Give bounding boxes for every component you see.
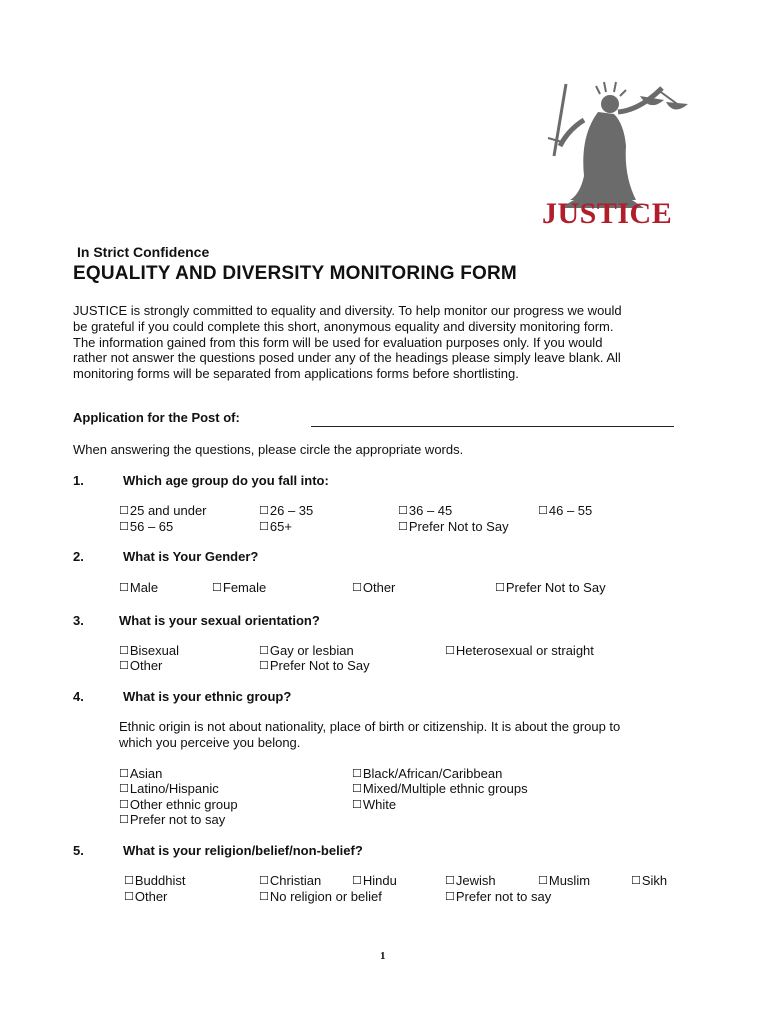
option-checkbox[interactable] [631,873,667,888]
question-text: Which age group do you fall into: [123,473,329,488]
checkbox-icon[interactable]: ☐ [445,644,455,657]
checkbox-icon[interactable]: ☐ [259,520,269,533]
option-label: Black/African/Caribbean [362,766,503,781]
question-number: 5. [73,843,84,858]
intro-paragraph [73,303,713,382]
note-line: Ethnic origin is not about nationality, place of birth or citizenship. It is about the group to [119,719,621,734]
checkbox-icon[interactable]: ☐ [119,644,129,657]
checkbox-icon[interactable]: ☐ [352,782,362,795]
option-checkbox[interactable] [119,797,238,812]
option-checkbox[interactable] [119,503,207,518]
logo-wordmark: JUSTICE [542,197,673,230]
form-title: EQUALITY AND DIVERSITY MONITORING FORM [73,263,517,284]
option-label: Bisexual [129,643,180,658]
option-label: Latino/Hispanic [129,781,219,796]
intro-line: The information gained from this form will be used for evaluation purposes only. If you would [73,334,603,350]
checkbox-icon[interactable]: ☐ [259,504,269,517]
option-label: Christian [269,873,322,888]
intro-line: rather not answer the questions posed under any of the headings please simply leave blank. All [73,350,621,366]
option-checkbox[interactable] [119,812,225,827]
intro-line: JUSTICE is strongly committed to equality and diversity. To help monitor our progress we would [73,303,622,318]
option-label: Female [222,580,267,595]
option-checkbox[interactable] [352,797,396,812]
option-label: 65+ [269,519,292,534]
post-label: Application for the Post of: [73,410,240,425]
option-checkbox[interactable] [259,873,321,888]
checkbox-icon[interactable]: ☐ [352,581,362,594]
option-label: Other [134,889,168,904]
option-checkbox[interactable] [259,658,370,673]
option-checkbox[interactable] [352,781,528,796]
question-number: 1. [73,473,84,488]
checkbox-icon[interactable]: ☐ [445,874,455,887]
option-checkbox[interactable] [119,766,162,781]
question-text: What is Your Gender? [123,549,259,564]
question-text: What is your sexual orientation? [119,613,320,628]
option-checkbox[interactable] [445,873,496,888]
confidence-label: In Strict Confidence [77,244,210,260]
option-checkbox[interactable] [119,781,219,796]
option-label: Other ethnic group [129,797,238,812]
checkbox-icon[interactable]: ☐ [352,874,362,887]
intro-line: be grateful if you could complete this short, anonymous equality and diversity monitoring form. [73,318,614,334]
option-checkbox[interactable] [398,519,509,534]
checkbox-icon[interactable]: ☐ [119,813,129,826]
option-checkbox[interactable] [119,580,158,595]
option-checkbox[interactable] [352,580,395,595]
checkbox-icon[interactable]: ☐ [124,890,134,903]
option-label: Prefer not to say [129,812,226,827]
option-label: Prefer Not to Say [505,580,606,595]
option-label: No religion or belief [269,889,382,904]
option-checkbox[interactable] [119,519,173,534]
option-label: Prefer Not to Say [269,658,370,673]
checkbox-icon[interactable]: ☐ [119,504,129,517]
option-label: Prefer not to say [455,889,552,904]
option-checkbox[interactable] [538,873,590,888]
checkbox-icon[interactable]: ☐ [259,874,269,887]
post-input-line[interactable] [311,426,674,427]
checkbox-icon[interactable]: ☐ [212,581,222,594]
option-label: 36 – 45 [408,503,453,518]
option-checkbox[interactable] [124,889,167,904]
option-label: Jewish [455,873,496,888]
option-label: Other [129,658,163,673]
option-checkbox[interactable] [119,658,162,673]
checkbox-icon[interactable]: ☐ [538,504,548,517]
option-label: Buddhist [134,873,186,888]
option-label: Sikh [641,873,668,888]
option-label: Muslim [548,873,591,888]
checkbox-icon[interactable]: ☐ [119,798,129,811]
checkbox-icon[interactable]: ☐ [631,874,641,887]
question-text: What is your ethnic group? [123,689,292,704]
checkbox-icon[interactable]: ☐ [119,659,129,672]
option-checkbox[interactable] [212,580,266,595]
question-number: 3. [73,613,84,628]
option-label: Gay or lesbian [269,643,354,658]
option-checkbox[interactable] [538,503,592,518]
option-label: Asian [129,766,163,781]
option-label: Prefer Not to Say [408,519,509,534]
option-checkbox[interactable] [124,873,185,888]
option-label: Mixed/Multiple ethnic groups [362,781,528,796]
question-text: What is your religion/belief/non-belief? [123,843,363,858]
option-checkbox[interactable] [259,643,354,658]
page-number: 1 [380,950,386,962]
option-label: 56 – 65 [129,519,174,534]
question-number: 4. [73,689,84,704]
option-checkbox[interactable] [352,766,502,781]
note-line: which you perceive you belong. [119,735,301,750]
checkbox-icon[interactable]: ☐ [538,874,548,887]
intro-line: monitoring forms will be separated from applications forms before shortlisting. [73,366,519,382]
option-label: Other [362,580,396,595]
option-checkbox[interactable] [495,580,606,595]
option-checkbox[interactable] [259,889,382,904]
checkbox-icon[interactable]: ☐ [119,782,129,795]
option-label: Hindu [362,873,397,888]
option-checkbox[interactable] [398,503,452,518]
checkbox-icon[interactable]: ☐ [398,504,408,517]
option-checkbox[interactable] [352,873,397,888]
option-label: 26 – 35 [269,503,314,518]
checkbox-icon[interactable]: ☐ [259,659,269,672]
question-number: 2. [73,549,84,564]
option-checkbox[interactable] [445,643,594,658]
checkbox-icon[interactable]: ☐ [495,581,505,594]
option-label: 46 – 55 [548,503,593,518]
option-checkbox[interactable] [259,519,292,534]
checkbox-icon[interactable]: ☐ [398,520,408,533]
option-label: Heterosexual or straight [455,643,594,658]
checkbox-icon[interactable]: ☐ [352,767,362,780]
checkbox-icon[interactable]: ☐ [259,890,269,903]
option-checkbox[interactable] [445,889,551,904]
option-checkbox[interactable] [259,503,313,518]
ethnic-origin-note [119,719,679,751]
checkbox-icon[interactable]: ☐ [352,798,362,811]
option-label: Male [129,580,159,595]
option-label: White [362,797,397,812]
checkbox-icon[interactable]: ☐ [445,890,455,903]
checkbox-icon[interactable]: ☐ [119,520,129,533]
checkbox-icon[interactable]: ☐ [259,644,269,657]
instruction-text: When answering the questions, please circle the appropriate words. [73,442,464,457]
option-label: 25 and under [129,503,207,518]
option-checkbox[interactable] [119,643,179,658]
checkbox-icon[interactable]: ☐ [119,767,129,780]
checkbox-icon[interactable]: ☐ [119,581,129,594]
checkbox-icon[interactable]: ☐ [124,874,134,887]
